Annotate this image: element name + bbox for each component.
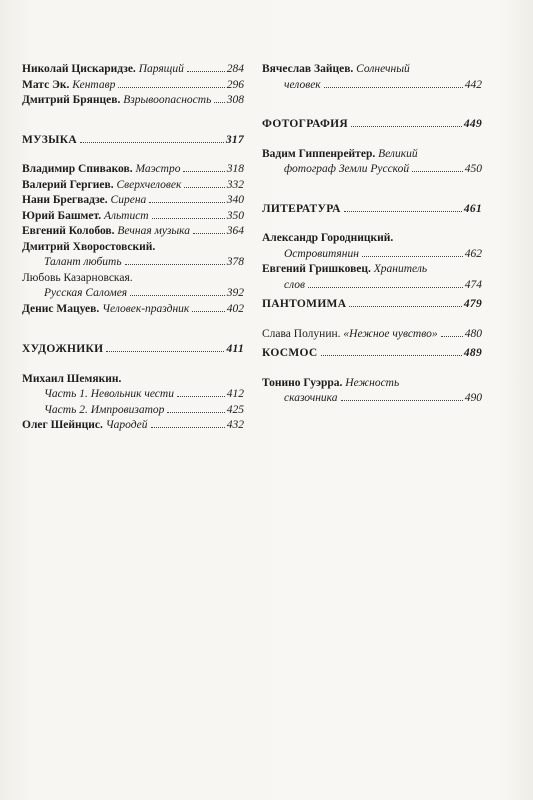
entry-title: Сирена (110, 194, 147, 206)
dot-leader (341, 400, 463, 401)
section-heading-artists (22, 342, 244, 358)
entry-page: 412 (226, 388, 244, 400)
toc-entry (22, 372, 244, 419)
entry-title: Хранитель (373, 263, 428, 275)
entry-page: 490 (464, 392, 482, 404)
entry-title: Человек-праздник (102, 302, 190, 315)
dot-leader (130, 295, 225, 296)
section-page: 317 (225, 133, 244, 146)
entry-author: Тонино Гуэрра. (262, 376, 343, 389)
dot-leader (441, 336, 463, 337)
entry-page: 474 (464, 278, 482, 291)
entry-title: слов (284, 278, 306, 291)
section-heading-literature (262, 202, 482, 218)
dot-leader (187, 71, 225, 72)
dot-leader (118, 87, 224, 88)
entry-page: 480 (464, 327, 482, 340)
toc-entry (22, 162, 244, 178)
entry-author: Михаил Шемякин. (22, 372, 122, 385)
entry-title: Взрывоопасность (123, 94, 212, 106)
toc-entry (262, 262, 482, 293)
toc-entry (22, 302, 244, 318)
entry-author: Владимир Спиваков. (22, 163, 133, 175)
entry-page: 332 (226, 178, 244, 191)
entry-title: Часть 2. Импровизатор (44, 403, 165, 416)
entry-title: Чародей (105, 419, 148, 431)
dot-leader (193, 233, 225, 234)
dot-leader (125, 264, 225, 265)
section-label: ЛИТЕРАТУРА (262, 202, 341, 215)
toc-entry (22, 271, 244, 302)
dot-leader (351, 126, 462, 127)
section-heading-photography (262, 117, 482, 133)
dot-leader (321, 355, 462, 356)
section-label: ПАНТОМИМА (262, 298, 347, 310)
entry-page: 432 (226, 419, 244, 431)
entry-author: Юрий Башмет. (22, 209, 102, 222)
entry-page: 318 (226, 163, 244, 175)
entry-page: 442 (464, 78, 482, 91)
entry-author: Вадим Гиппенрейтер. (262, 147, 376, 160)
entry-author: Нани Брегвадзе. (22, 194, 108, 206)
section-label: ФОТОГРАФИЯ (262, 118, 349, 130)
toc-entry (22, 209, 244, 225)
entry-page: 378 (226, 256, 244, 268)
dot-leader (324, 87, 463, 88)
section-label: МУЗЫКА (22, 133, 77, 146)
section-page: 461 (463, 202, 482, 215)
dot-leader (349, 306, 462, 307)
entry-title: «Нежное чувство» (343, 327, 438, 340)
entry-page: 308 (226, 94, 244, 106)
entry-author: Евгений Гришковец. (262, 263, 371, 275)
entry-author: Александр Городницкий. (262, 232, 394, 244)
section-page: 411 (226, 343, 244, 355)
toc-entry (22, 224, 244, 240)
entry-title: Кентавр (72, 78, 116, 91)
toc-entry (22, 78, 244, 94)
entry-author: Матс Эк. (22, 78, 70, 91)
entry-author: Вячеслав Зайцев. (262, 63, 354, 75)
toc-entry (22, 62, 244, 78)
toc-entry (22, 178, 244, 194)
section-page: 489 (463, 347, 482, 359)
dot-leader (362, 256, 463, 257)
section-page: 479 (463, 298, 482, 310)
entry-page: 350 (226, 209, 244, 222)
dot-leader (183, 171, 224, 172)
toc-entry (22, 418, 244, 434)
dot-leader (151, 427, 225, 428)
entry-title: Нежность (345, 376, 400, 389)
entry-title: Альтист (104, 209, 149, 222)
dot-leader (192, 311, 224, 312)
toc-entry (262, 147, 482, 178)
entry-page: 450 (464, 163, 482, 175)
entry-author: Денис Мацуев. (22, 302, 100, 315)
dot-leader (167, 412, 224, 413)
entry-title: человек (284, 78, 321, 91)
entry-title: Парящий (138, 63, 184, 75)
section-label: КОСМОС (262, 347, 318, 359)
toc-entry (262, 327, 482, 343)
entry-title: Великий (378, 147, 418, 160)
toc-entry (262, 231, 482, 262)
entry-page: 425 (226, 403, 244, 416)
toc-entry (262, 376, 482, 407)
entry-page: 364 (226, 225, 244, 237)
section-page: 449 (463, 118, 482, 130)
entry-title: Талант любить (44, 256, 122, 268)
entry-title: фотограф Земли Русской (284, 163, 410, 175)
section-label: ХУДОЖНИКИ (22, 343, 104, 355)
toc-entry (262, 62, 482, 93)
entry-title: Сверхчеловек (116, 178, 182, 191)
entry-title: Часть 1. Невольник чести (44, 388, 174, 400)
dot-leader (412, 171, 463, 172)
entry-page: 402 (226, 302, 244, 315)
entry-title: Маэстро (135, 163, 181, 175)
entry-title: Солнечный (356, 63, 410, 75)
entry-page: 296 (226, 78, 244, 91)
entry-author: Дмитрий Брянцев. (22, 94, 121, 106)
toc-entry (22, 93, 244, 109)
dot-leader (177, 396, 225, 397)
toc-right-column (262, 62, 482, 407)
section-heading-pantomime (262, 297, 482, 313)
dot-leader (344, 211, 462, 212)
entry-title: Вечная музыка (117, 225, 190, 237)
dot-leader (152, 218, 225, 219)
section-heading-music (22, 133, 244, 149)
entry-page: 462 (464, 247, 482, 260)
dot-leader (308, 287, 463, 288)
entry-page: 392 (226, 287, 244, 299)
section-heading-space (262, 346, 482, 362)
entry-author: Слава Полунин. (262, 327, 341, 340)
entry-author: Олег Шейнцис. (22, 419, 103, 431)
dot-leader (106, 351, 224, 352)
toc-left-column (22, 62, 244, 434)
dot-leader (149, 202, 224, 203)
entry-author: Николай Цискаридзе. (22, 63, 136, 75)
entry-title: сказочника (284, 392, 338, 404)
toc-entry (22, 240, 244, 271)
toc-entry (22, 193, 244, 209)
dot-leader (184, 187, 224, 188)
entry-title: Островитянин (284, 247, 359, 260)
entry-author: Дмитрий Хворостовский. (22, 240, 156, 253)
entry-author: Валерий Гергиев. (22, 178, 114, 191)
dot-leader (214, 102, 224, 103)
entry-page: 340 (226, 194, 244, 206)
entry-page: 284 (226, 63, 244, 75)
entry-author: Евгений Колобов. (22, 225, 115, 237)
entry-author: Любовь Казарновская. (22, 271, 133, 284)
dot-leader (80, 142, 224, 143)
entry-title: Русская Саломея (44, 287, 128, 299)
